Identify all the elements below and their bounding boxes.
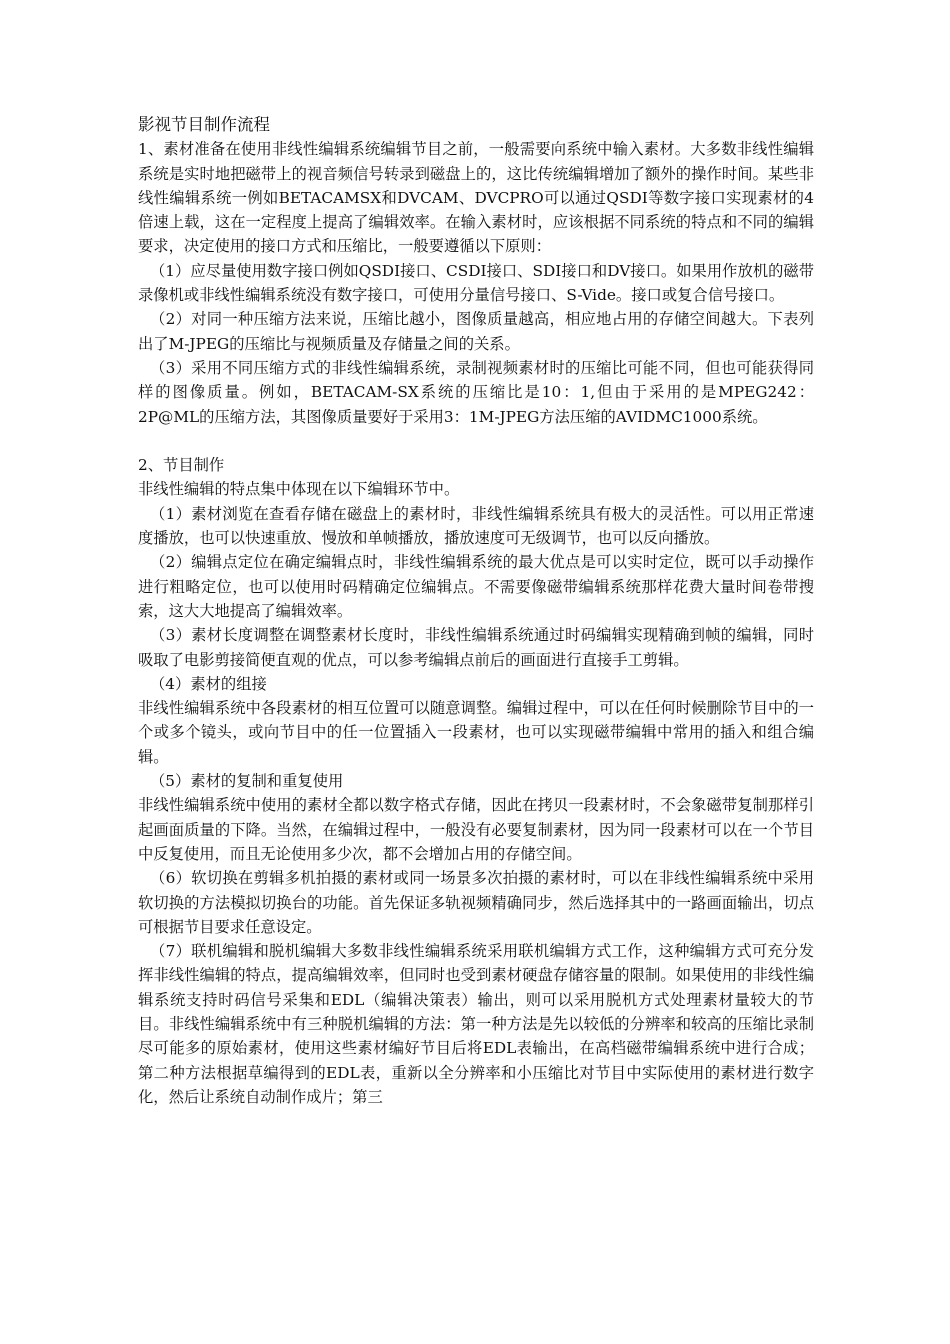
section-2-item-5-body: 非线性编辑系统中使用的素材全都以数字格式存储，因此在拷贝一段素材时，不会象磁带复制那样引起画面质量的下降。当然，在编辑过程中，一般没有必要复制素材，因为同一段素材可以在一个节目中反复使用，而且无论使用多少次，都不会增加占用的存储空间。 [138, 796, 814, 863]
section-1-item-1: （1）应尽量使用数字接口例如QSDI接口、CSDI接口、SDI接口和DV接口。如果用作放机的磁带录像机或非线性编辑系统没有数字接口，可使用分量信号接口、S-Vide。接口或复合信号接口。 [138, 261, 814, 305]
section-2-item-1: （1）素材浏览在查看存储在磁盘上的素材时，非线性编辑系统具有极大的灵活性。可以用正常速度播放，也可以快速重放、慢放和单帧播放，播放速度可无级调节，也可以反向播放。 [138, 504, 814, 548]
section-1-item-2: （2）对同一种压缩方法来说，压缩比越小，图像质量越高，相应地占用的存储空间越大。下表列出了M-JPEG的压缩比与视频质量及存储量之间的关系。 [138, 310, 814, 353]
section-2-item-6: （6）软切换在剪辑多机拍摄的素材或同一场景多次拍摄的素材时，可以在非线性编辑系统中采用软切换的方法模拟切换台的功能。首先保证多轨视频精确同步，然后选择其中的一路画面输出，切点可根据节目要求任意设定。 [138, 869, 814, 936]
section-2-item-5-heading: （5）素材的复制和重复使用 [150, 772, 344, 791]
section-2-item-4-body: 非线性编辑系统中各段素材的相互位置可以随意调整。编辑过程中，可以在任何时候删除节目中的一个或多个镜头，或向节目中的任一位置插入一段素材，也可以实现磁带编辑中常用的插入和组合编辑。 [138, 699, 814, 766]
section-2-item-4-heading: （4）素材的组接 [150, 674, 267, 693]
section-2-item-3: （3）素材长度调整在调整素材长度时，非线性编辑系统通过时码编辑实现精确到帧的编辑，同时吸取了电影剪接简便直观的优点，可以参考编辑点前后的画面进行直接手工剪辑。 [138, 626, 814, 669]
document-title: 影视节目制作流程 [138, 115, 270, 134]
section-2-heading: 2、节目制作 [138, 456, 225, 475]
document-page [138, 113, 814, 1109]
section-2-intro: 非线性编辑的特点集中体现在以下编辑环节中。 [138, 480, 460, 499]
section-2-item-2: （2）编辑点定位在确定编辑点时，非线性编辑系统的最大优点是可以实时定位，既可以手动操作进行粗略定位，也可以使用时码精确定位编辑点。不需要像磁带编辑系统那样花费大量时间卷带搜索，这大大地提高了编辑效率。 [138, 553, 814, 620]
section-1-item-3: （3）采用不同压缩方式的非线性编辑系统，录制视频素材时的压缩比可能不同，但也可能获得同样的图像质量。例如，BETACAM-SX系统的压缩比是10：1,但由于采用的是MPEG242：2P@ML的压缩方法，其图像质量要好于采用3：1M-JPEG方法压缩的AVIDMC1000系统。 [138, 358, 814, 426]
section-2-item-7: （7）联机编辑和脱机编辑大多数非线性编辑系统采用联机编辑方式工作，这种编辑方式可充分发挥非线性编辑的特点，提高编辑效率，但同时也受到素材硬盘存储容量的限制。如果使用的非线性编辑系统支持时码信号采集和EDL（编辑决策表）输出，则可以采用脱机方式处理素材量较大的节目。非线性编辑系统中有三种脱机编辑的方法：第一种方法是先以较低的分辨率和较高的压缩比录制尽可能多的原始素材，使用这些素材编好节目后将EDL表输出，在高档磁带编辑系统中进行合成；第二种方法根据草编得到的EDL表，重新以全分辨率和小压缩比对节目中实际使用的素材进行数字化，然后让系统自动制作成片；第三 [138, 942, 814, 1106]
section-1-intro: 1、素材准备在使用非线性编辑系统编辑节目之前，一般需要向系统中输入素材。大多数非线性编辑系统是实时地把磁带上的视音频信号转录到磁盘上的，这比传统编辑增加了额外的操作时间。某些非线性编辑系统一例如BETACAMSX和DVCAM、DVCPRO可以通过QSDI等数字接口实现素材的4倍速上载，这在一定程度上提高了编辑效率。在输入素材时，应该根据不同系统的特点和不同的编辑要求，决定使用的接口方式和压缩比，一般要遵循以下原则： [138, 140, 814, 256]
paragraph-spacer [138, 429, 814, 453]
